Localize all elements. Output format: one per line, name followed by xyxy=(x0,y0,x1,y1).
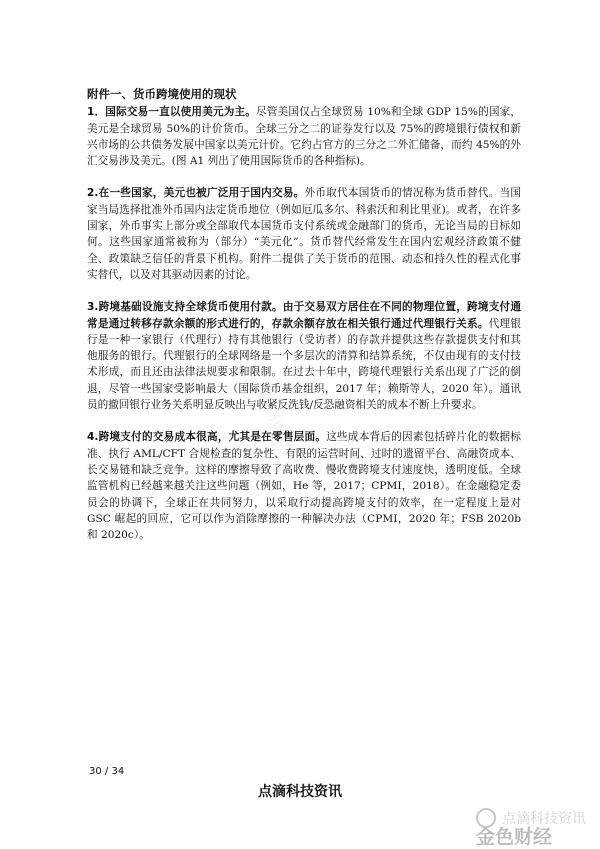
wechat-account-label: 点滴科技资讯 xyxy=(502,811,586,827)
paragraph-3-body: 代理银行是一种一家银行（代理行）持有其他银行（受访者）的存款并提供这些存款提供支付和其他服务的银行。代理银行的全球网络是一个多层次的清算和结算系统，不仅由现有的支付技术形成，而且还由法律法规要求和限制。在过去十年中，跨境代理银行关系出现了广泛的倒退，尽管一些国家受影响最大（国际货币基金组织，2017 年；赖斯等人，2020 年）。通讯员的撤回银行业务关系明显反映出与收紧反洗钱/反恐融资相关的成本不断上升要求。 xyxy=(87,317,522,412)
paragraph-1 xyxy=(87,104,521,169)
paragraph-3 xyxy=(87,299,521,413)
diagonal-watermark: 点滴科技资讯 xyxy=(233,362,288,437)
site-watermark-label: 金色财经 xyxy=(476,826,553,848)
document-body xyxy=(87,86,521,559)
paragraph-2-lead: 2.在一些国家，美元也被广泛用于国内交易。 xyxy=(87,187,305,200)
paragraph-4-body: 这些成本背后的因素包括碎片化的数据标准、执行 AML/CFT 合规检查的复杂性、有限的运营时间、过时的遗留平台、高融资成本、长交易链和缺乏竞争。这样的摩擦导致了高收费、慢收费跨境支付速度快，透明度低。全球监管机构已经越来越关注这些问题（例如，He 等，2017；CPMI，2018）。在金融稳定委员会的协调下，全球正在共同努力，以采取行动提高跨境支付的效率，在一定程度上是对 GSC 崛起的回应，它可以作为消除摩擦的一种解决办法（CPMI，2020 年；FSB 2020b 和 2020c）。 xyxy=(87,431,521,542)
paragraph-1-body: 尽管美国仅占全球贸易 10%和全球 GDP 15%的国家，美元是全球贸易 50%的计价货币。全球三分之二的证券发行以及 75%的跨境银行债权和新兴市场的公共债务发展中国家以美元计价。它约占官方的三分之二外汇储备，而约 45%的外汇交易涉及美元。(图 A1 列出了使用国际货币的各种指标)。 xyxy=(87,106,522,168)
paragraph-2 xyxy=(87,185,521,283)
page-number: 30 / 34 xyxy=(89,766,125,777)
site-watermark xyxy=(476,822,552,849)
paragraph-3-lead: 3.跨境基础设施支持全球货币使用付款。由于交易双方居住在不同的物理位置，跨境支付通常是通过转移存款余额的形式进行的，存款余额存放在相关银行通过代理银行关系。 xyxy=(87,301,521,330)
paragraph-2-body: 外币取代本国货币的情况称为货币替代。当国家当局选择批准外币国内法定货币地位（例如厄瓜多尔、科索沃和利比里亚)。或者，在许多国家，外币事实上部分或全部取代本国货币支付系统或金融部门的货币，无论当局的目标如何。这些国家通常被称为（部分）“美元化”。货币替代经常发生在国内宏观经济政策不健全、政策缺乏信任的背景下机构。附件二提供了关于货币的范围、动态和持久性的程式化事实替代，以及对其驱动因素的讨论。 xyxy=(87,187,521,281)
paragraph-4-lead: 4.跨境支付的交易成本很高，尤其是在零售层面。 xyxy=(87,431,327,444)
paragraph-4 xyxy=(87,429,521,543)
appendix-title: 附件一、货币跨境使用的现状 xyxy=(87,87,237,101)
paragraph-1-lead: 1．国际交易一直以使用美元为主。 xyxy=(87,106,257,119)
footer-brand: 点滴科技资讯 xyxy=(258,784,342,800)
